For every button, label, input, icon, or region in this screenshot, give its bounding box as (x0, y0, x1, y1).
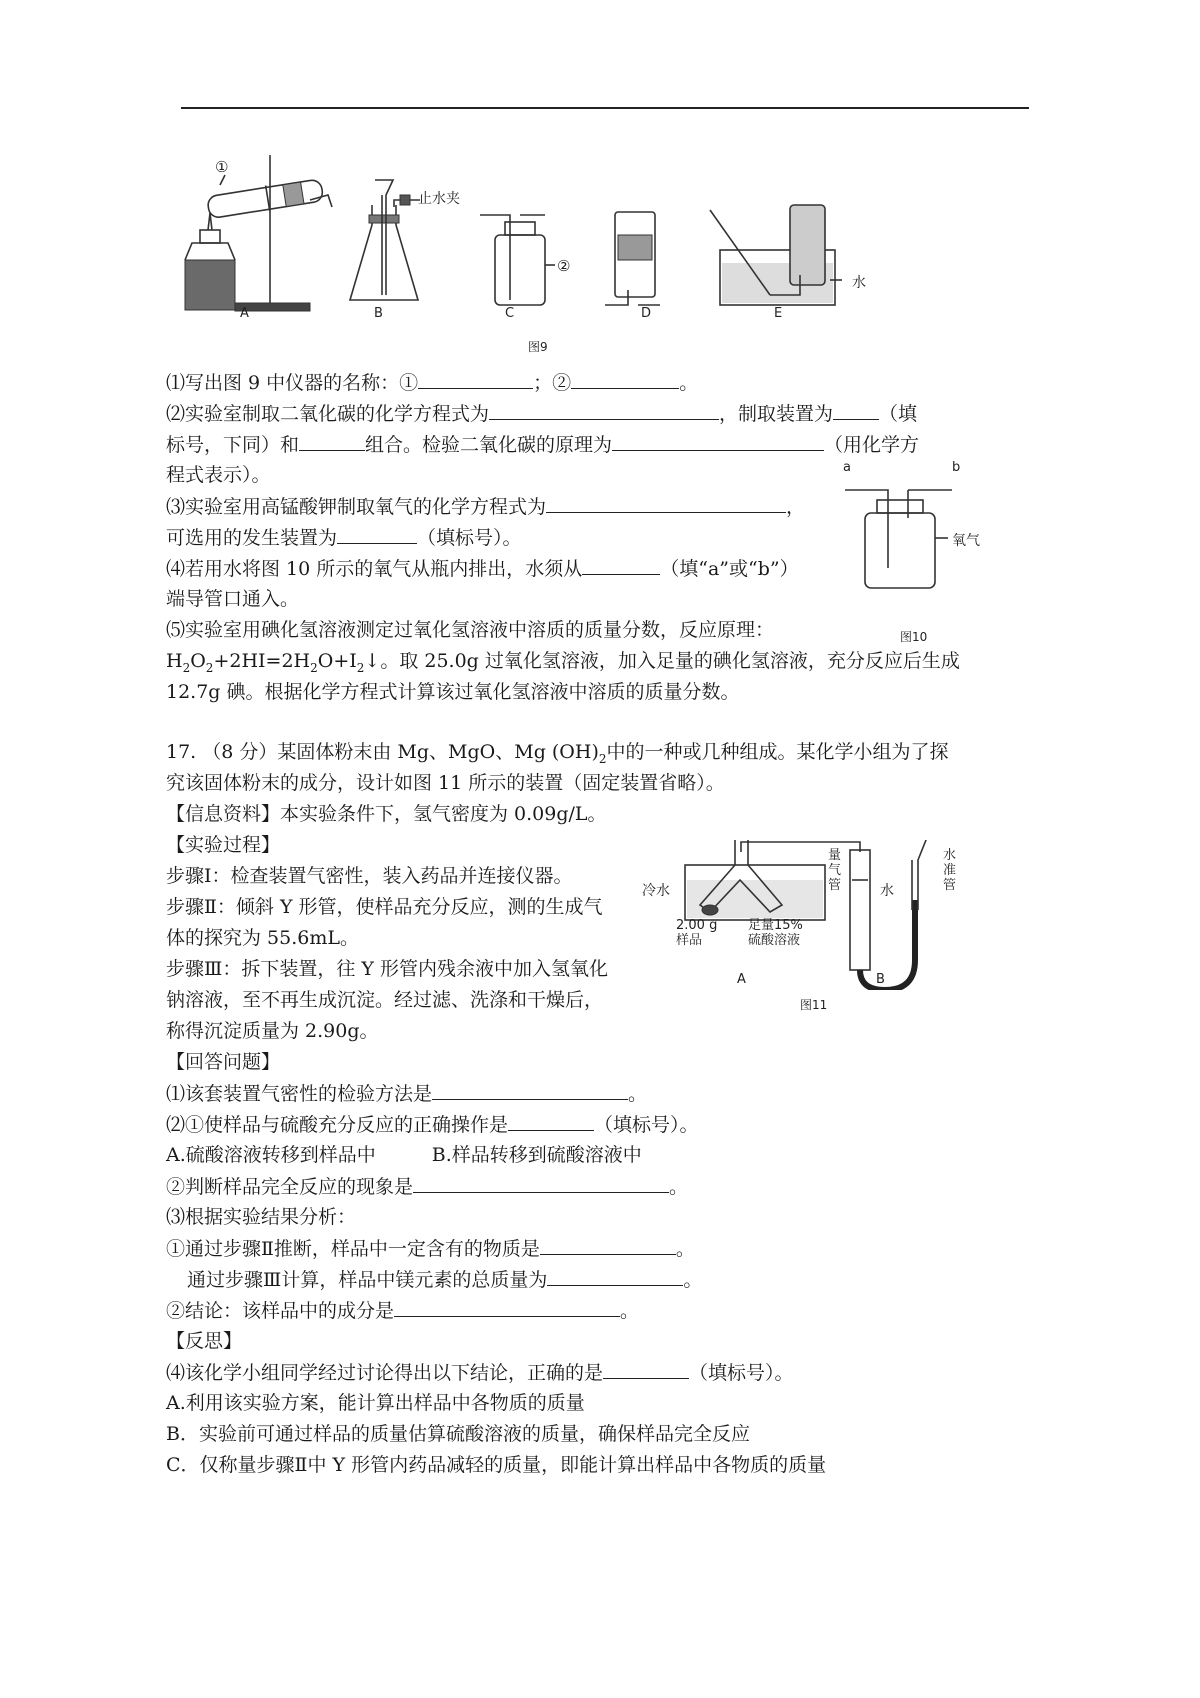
fig11-label-b: B (876, 972, 885, 987)
fig11-caption: 图11 (800, 998, 828, 1012)
fig9-water-label: 水 (852, 275, 866, 291)
fig10-label-b: b (952, 460, 961, 475)
apparatus-a-diagram (185, 155, 332, 311)
fig9-label-c: C (505, 306, 515, 321)
fig10-label-a: a (843, 460, 851, 475)
blank-complete-phenomenon[interactable] (413, 1174, 669, 1193)
q17-q3-2: 通过步骤Ⅲ计算，样品中镁元素的总质量为 。 (187, 1269, 703, 1291)
q17-intro-line1: 17. （8 分）某固体粉末由 Mg、MgO、Mg $(OH)_2$中的一种或几种组成。某化学小组为了探 (166, 741, 949, 766)
blank-o2-equation[interactable] (546, 494, 786, 513)
fig11-sample-label: 2.00 g 样品 (676, 918, 718, 948)
q17-intro-line2: 究该固体粉末的成分，设计如图 11 所示的装置（固定装置省略）。 (166, 772, 725, 794)
q16-part2-line1: ⑵实验室制取二氧化碳的化学方程式为 ，制取装置为 （填 (166, 403, 918, 425)
blank-water-inlet[interactable] (582, 556, 660, 575)
blank-co2-test-equation[interactable] (612, 432, 824, 451)
fig9-label-d: D (641, 306, 652, 321)
q17-q3-heading: ⑶根据实验结果分析： (166, 1206, 357, 1228)
fig9-label-a: A (240, 306, 249, 321)
blank-instrument-2[interactable] (571, 370, 679, 389)
blank-correct-conclusion[interactable] (603, 1360, 689, 1379)
q17-process-heading: 【实验过程】 (166, 834, 281, 856)
blank-mg-mass[interactable] (547, 1267, 683, 1286)
q17-q4-option-a: A.利用该实验方案，能计算出样品中各物质的质量 (166, 1392, 585, 1414)
fig11-level-tube-label: 水 准 管 (943, 848, 957, 893)
q17-step3-line2: 钠溶液，至不再生成沉淀。经过滤、洗涤和干燥后， (166, 989, 604, 1011)
q16-part4-line2: 端导管口通入。 (166, 588, 300, 610)
header-rule (181, 107, 1029, 109)
figure-9 (150, 155, 950, 395)
fig9-label-b: B (374, 306, 383, 321)
q17-q2-1: ⑵①使样品与硫酸充分反应的正确操作是 （填标号）。 (166, 1114, 699, 1136)
blank-co2-equation[interactable] (489, 401, 719, 420)
fig11-label-a: A (737, 972, 746, 987)
q17-step1: 步骤Ⅰ：检查装置气密性，装入药品并连接仪器。 (166, 865, 573, 887)
q16-part5-line1: ⑸实验室用碘化氢溶液测定过氧化氢溶液中溶质的质量分数，反应原理： (166, 619, 775, 641)
blank-co2-generator[interactable] (833, 401, 879, 420)
q17-q3-3: ②结论：该样品中的成分是 。 (166, 1300, 640, 1322)
q16-part5-line2: $H_2O_2+2HI=2H_2O+I_2↓$。取 25.0g 过氧化氢溶液，加入足量的碘化氢溶液，充分反应后生成 (166, 650, 960, 675)
apparatus-d-diagram (605, 212, 660, 305)
q17-q4-option-b: B．实验前可通过样品的质量估算硫酸溶液的质量，确保样品完全反应 (166, 1423, 750, 1445)
blank-composition[interactable] (394, 1298, 620, 1317)
q16-part2-line2: 标号，下同）和 组合。检验二氧化碳的原理为 （用化学方 (166, 434, 920, 456)
q16-part3-line2: 可选用的发生装置为 （填标号）。 (166, 527, 522, 549)
blank-instrument-1[interactable] (418, 370, 533, 389)
fig11-cold-water-label: 冷水 (642, 883, 670, 899)
apparatus-b-diagram (350, 180, 420, 300)
fig9-mark-1: ① (215, 158, 229, 176)
q17-q2-options: A.硫酸溶液转移到样品中 B.样品转移到硫酸溶液中 (166, 1144, 642, 1166)
blank-certain-substance[interactable] (540, 1236, 676, 1255)
q17-step2-line2: 体的探究为 55.6mL。 (166, 927, 359, 949)
fig9-label-e: E (774, 306, 783, 321)
blank-airtight-method[interactable] (432, 1081, 628, 1100)
fig11-acid-label: 足量15% 硫酸溶液 (748, 918, 803, 948)
fig11-water-label: 水 (880, 883, 894, 899)
q17-step3-line1: 步骤Ⅲ：拆下装置，往 Y 形管内残余液中加入氢氧化 (166, 958, 608, 980)
q17-q1: ⑴该套装置气密性的检验方法是 。 (166, 1083, 648, 1105)
q16-part2-line3: 程式表示）。 (166, 464, 271, 486)
apparatus-c-diagram (480, 215, 555, 305)
fig9-clip-label: 止水夹 (418, 191, 460, 207)
blank-o2-generator[interactable] (337, 525, 417, 544)
fig9-caption: 图9 (528, 340, 548, 354)
figure-11 (670, 840, 970, 990)
q17-answer-heading: 【回答问题】 (166, 1051, 281, 1073)
q17-info: 【信息资料】本实验条件下，氢气密度为 0.09g/L。 (166, 803, 607, 825)
apparatus-e-diagram (710, 205, 842, 305)
fig9-mark-2: ② (557, 257, 571, 275)
q17-q4: ⑷该化学小组同学经过讨论得出以下结论，正确的是 （填标号）。 (166, 1362, 794, 1384)
fig11-gas-tube-label: 量 气 管 (828, 848, 842, 893)
q17-q4-option-c: C．仅称量步骤Ⅱ中 Y 形管内药品减轻的质量，即能计算出样品中各物质的质量 (166, 1454, 827, 1476)
q16-part3-line1: ⑶实验室用高锰酸钾制取氧气的化学方程式为 ， (166, 496, 806, 518)
q17-step2-line1: 步骤Ⅱ：倾斜 Y 形管，使样品充分反应，测的生成气 (166, 896, 603, 918)
blank-correct-operation[interactable] (508, 1112, 594, 1131)
q16-part1: ⑴写出图 9 中仪器的名称：① ；② 。 (166, 372, 699, 394)
q17-q3-1: ①通过步骤Ⅱ推断，样品中一定含有的物质是 。 (166, 1238, 695, 1260)
blank-co2-collector[interactable] (299, 432, 365, 451)
q17-step3-line3: 称得沉淀质量为 2.90g。 (166, 1020, 379, 1042)
fig10-caption: 图10 (900, 630, 928, 644)
q16-part5-line3: 12.7g 碘。根据化学方程式计算该过氧化氢溶液中溶质的质量分数。 (166, 681, 740, 703)
q16-part4-line1: ⑷若用水将图 10 所示的氧气从瓶内排出，水须从 （填“a”或“b”） (166, 558, 799, 580)
q17-q2-2: ②判断样品完全反应的现象是 。 (166, 1176, 689, 1198)
q17-reflect-heading: 【反思】 (166, 1330, 243, 1352)
fig10-oxygen-label: 氧气 (952, 533, 980, 549)
